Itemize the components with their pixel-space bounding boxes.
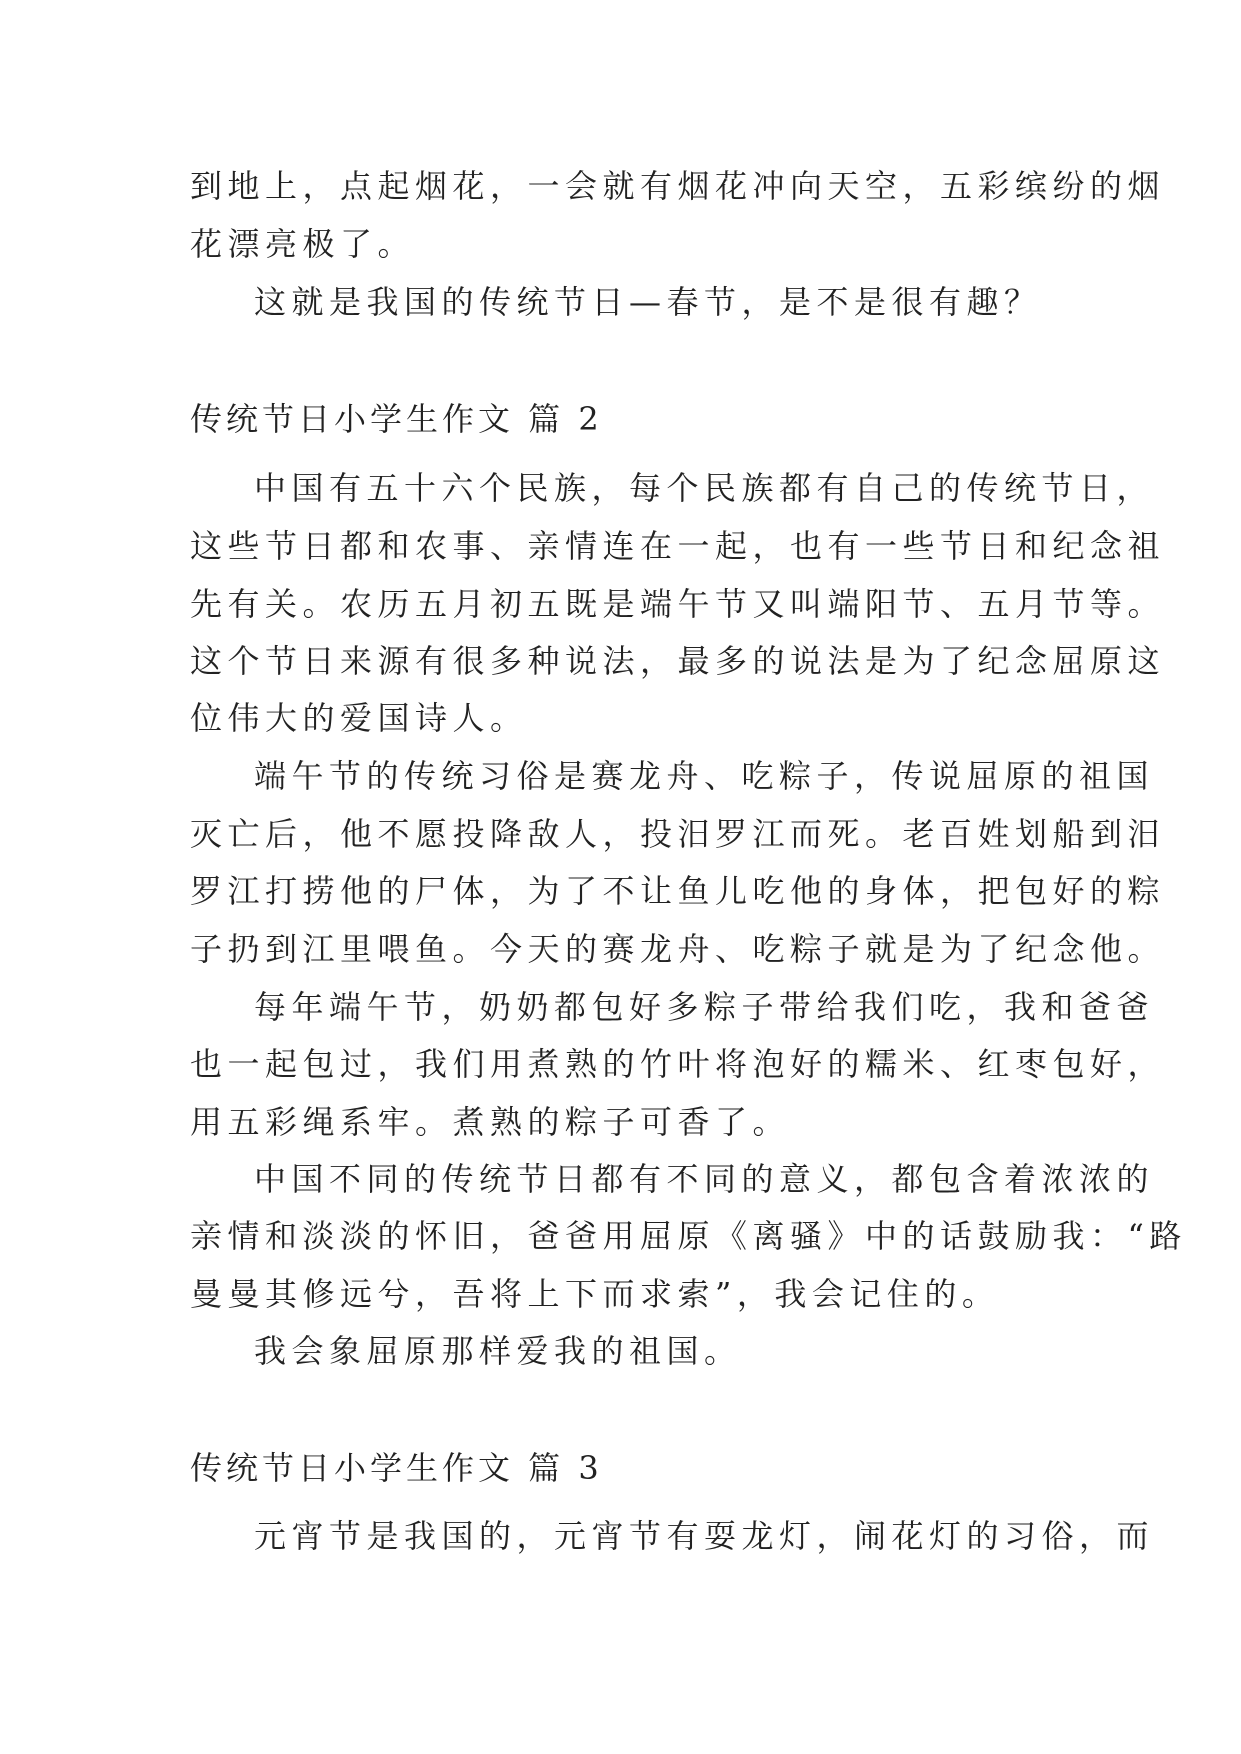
section-heading: 传统节日小学生作文 篇 2 bbox=[190, 400, 603, 438]
paragraph-line: 这就是我国的传统节日—春节，是不是很有趣？ bbox=[254, 283, 1042, 321]
paragraph-line: 端午节的传统习俗是赛龙舟、吃粽子，传说屈原的祖国 bbox=[254, 757, 1155, 795]
paragraph-line: 子扔到江里喂鱼。今天的赛龙舟、吃粽子就是为了纪念他。 bbox=[190, 930, 1166, 968]
paragraph-line: 亲情和淡淡的怀旧，爸爸用屈原《离骚》中的话鼓励我：“路 bbox=[190, 1217, 1187, 1255]
paragraph-line: 先有关。农历五月初五既是端午节又叫端阳节、五月节等。 bbox=[190, 585, 1166, 623]
paragraph-line: 中国不同的传统节日都有不同的意义，都包含着浓浓的 bbox=[254, 1160, 1155, 1198]
paragraph-line: 也一起包过，我们用煮熟的竹叶将泡好的糯米、红枣包好， bbox=[190, 1045, 1166, 1083]
paragraph-line: 这个节日来源有很多种说法，最多的说法是为了纪念屈原这 bbox=[190, 642, 1166, 680]
section-heading: 传统节日小学生作文 篇 3 bbox=[190, 1449, 603, 1487]
paragraph-line: 用五彩绳系牢。煮熟的粽子可香了。 bbox=[190, 1103, 791, 1141]
paragraph-line: 到地上，点起烟花，一会就有烟花冲向天空，五彩缤纷的烟 bbox=[190, 167, 1166, 205]
paragraph-line: 位伟大的爱国诗人。 bbox=[190, 699, 528, 737]
paragraph-line: 这些节日都和农事、亲情连在一起，也有一些节日和纪念祖 bbox=[190, 527, 1166, 565]
paragraph-line: 罗江打捞他的尸体，为了不让鱼儿吃他的身体，把包好的粽 bbox=[190, 872, 1166, 910]
paragraph-line: 灭亡后，他不愿投降敌人，投汨罗江而死。老百姓划船到汨 bbox=[190, 815, 1166, 853]
paragraph-line: 曼曼其修远兮，吾将上下而求索”，我会记住的。 bbox=[190, 1275, 1000, 1313]
paragraph-line: 元宵节是我国的，元宵节有耍龙灯，闹花灯的习俗，而 bbox=[254, 1517, 1155, 1555]
paragraph-line: 我会象屈原那样爱我的祖国。 bbox=[254, 1332, 742, 1370]
paragraph-line: 花漂亮极了。 bbox=[190, 225, 416, 263]
paragraph-line: 每年端午节，奶奶都包好多粽子带给我们吃，我和爸爸 bbox=[254, 988, 1155, 1026]
paragraph-line: 中国有五十六个民族，每个民族都有自己的传统节日， bbox=[254, 469, 1155, 507]
